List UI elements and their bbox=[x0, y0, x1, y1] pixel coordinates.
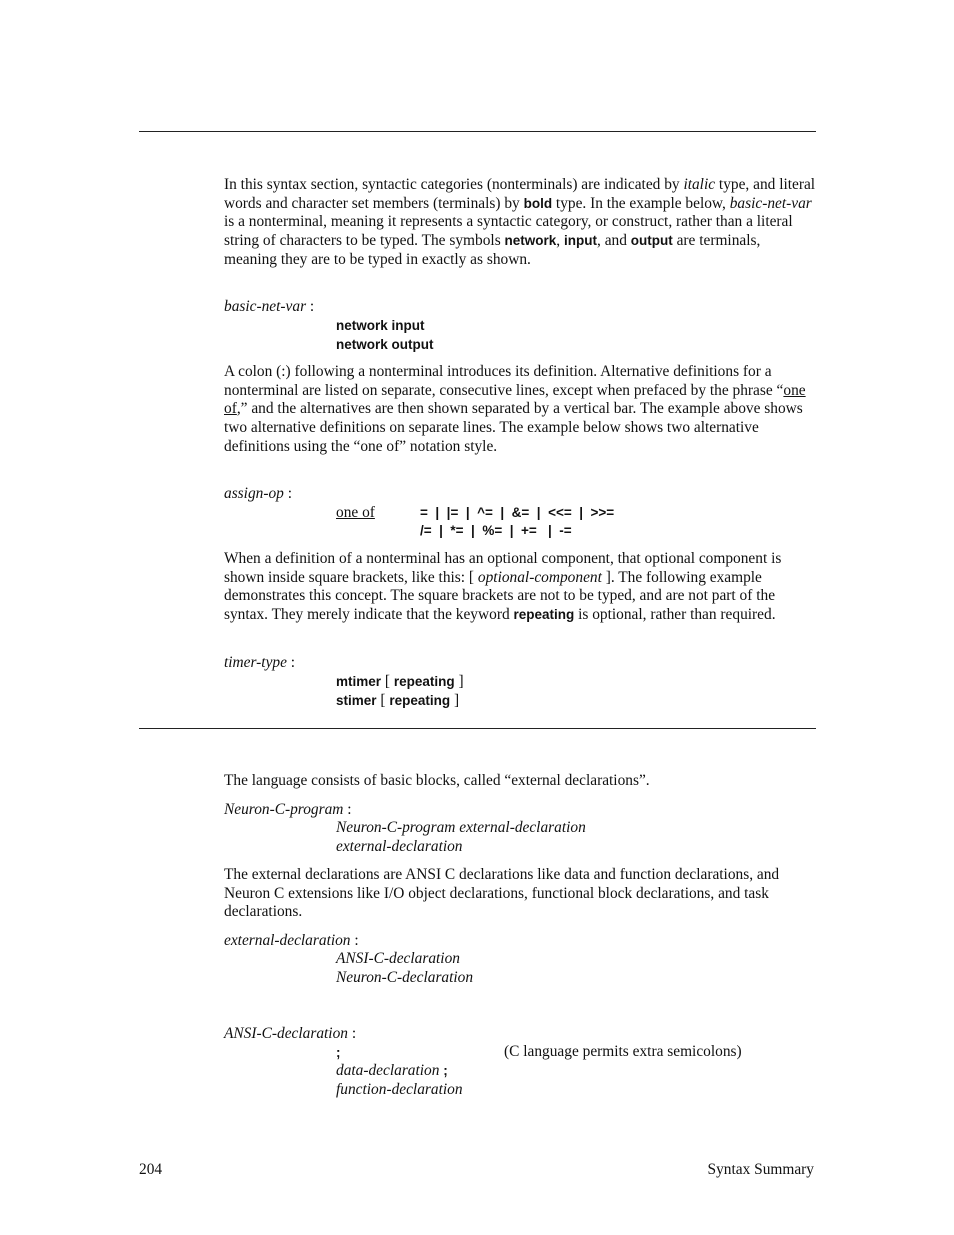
assign-op-alternatives-row-2: /= | *= | %= | += | -= bbox=[420, 523, 572, 538]
running-footer-title: Syntax Summary bbox=[707, 1161, 814, 1178]
grammar-alternative: network input bbox=[336, 318, 425, 333]
assign-op-alternatives-row-1: = | |= | ^= | &= | <<= | >>= bbox=[420, 505, 615, 520]
one-of-label: one of bbox=[336, 504, 375, 521]
top-rule bbox=[139, 131, 816, 132]
grammar-alternative: data-declaration ; bbox=[336, 1062, 448, 1079]
grammar-alternative: Neuron-C-program external-declaration bbox=[336, 819, 586, 836]
grammar-alternative: ANSI-C-declaration bbox=[336, 950, 460, 967]
grammar-alternative-semicolon: ; bbox=[336, 1045, 341, 1060]
grammar-alternative: network output bbox=[336, 337, 434, 352]
grammar-alternative: function-declaration bbox=[336, 1081, 463, 1098]
grammar-rule-timer-type: timer-type : bbox=[224, 654, 296, 671]
grammar-alternative: stimer [ repeating ] bbox=[336, 692, 460, 709]
semicolon-note: (C language permits extra semicolons) bbox=[504, 1043, 742, 1060]
grammar-rule-basic-net-var: basic-net-var : bbox=[224, 298, 315, 315]
grammar-alternative: mtimer [ repeating ] bbox=[336, 673, 464, 690]
external-declarations-paragraph: The external declarations are ANSI C declarations like data and function declarations, and Neuron C extensions like I/O object declarations, functional block declarations, and task declarations. bbox=[224, 866, 780, 921]
grammar-rule-assign-op: assign-op : bbox=[224, 485, 292, 502]
syntax-conventions-paragraph: In this syntax section, syntactic categories (nonterminals) are indicated by italic type, and literal words and character set members (terminals) by bold type. In the example below, basic-net-var is a nonterminal, meaning it represents a syntactic category, or construct, rather than a literal string of characters to be typed. The symbols network, input, and output are terminals, meaning they are to be typed in exactly as shown. bbox=[224, 176, 816, 268]
alternatives-paragraph: A colon (:) following a nonterminal introduces its definition. Alternative definitions for a nonterminal are listed on separate, consecutive lines, except when prefaced by the phrase “one of,” and the alternatives are then shown separated by a vertical bar. The example above shows two alternative definitions on separate lines. The example below shows two alternative definitions using the “one of” notation style. bbox=[224, 363, 806, 455]
grammar-rule-external-declaration: external-declaration : bbox=[224, 932, 359, 949]
page-number: 204 bbox=[139, 1161, 163, 1178]
language-overview-paragraph: The language consists of basic blocks, called “external declarations”. bbox=[224, 772, 650, 789]
grammar-rule-ansi-c-declaration: ANSI-C-declaration : bbox=[224, 1025, 357, 1042]
grammar-rule-neuron-c-program: Neuron-C-program : bbox=[224, 801, 352, 818]
section-rule bbox=[139, 728, 816, 729]
grammar-alternative: Neuron-C-declaration bbox=[336, 969, 474, 986]
optional-component-paragraph: When a definition of a nonterminal has an optional component, that optional component is shown inside square brackets, like this: [ optional-component ]. The following example demonstrates this concept. The square brackets are not to be typed, and are not part of the syntax. They merely indicate that the keyword repeating is optional, rather than required. bbox=[224, 550, 782, 624]
grammar-alternative: external-declaration bbox=[336, 838, 463, 855]
